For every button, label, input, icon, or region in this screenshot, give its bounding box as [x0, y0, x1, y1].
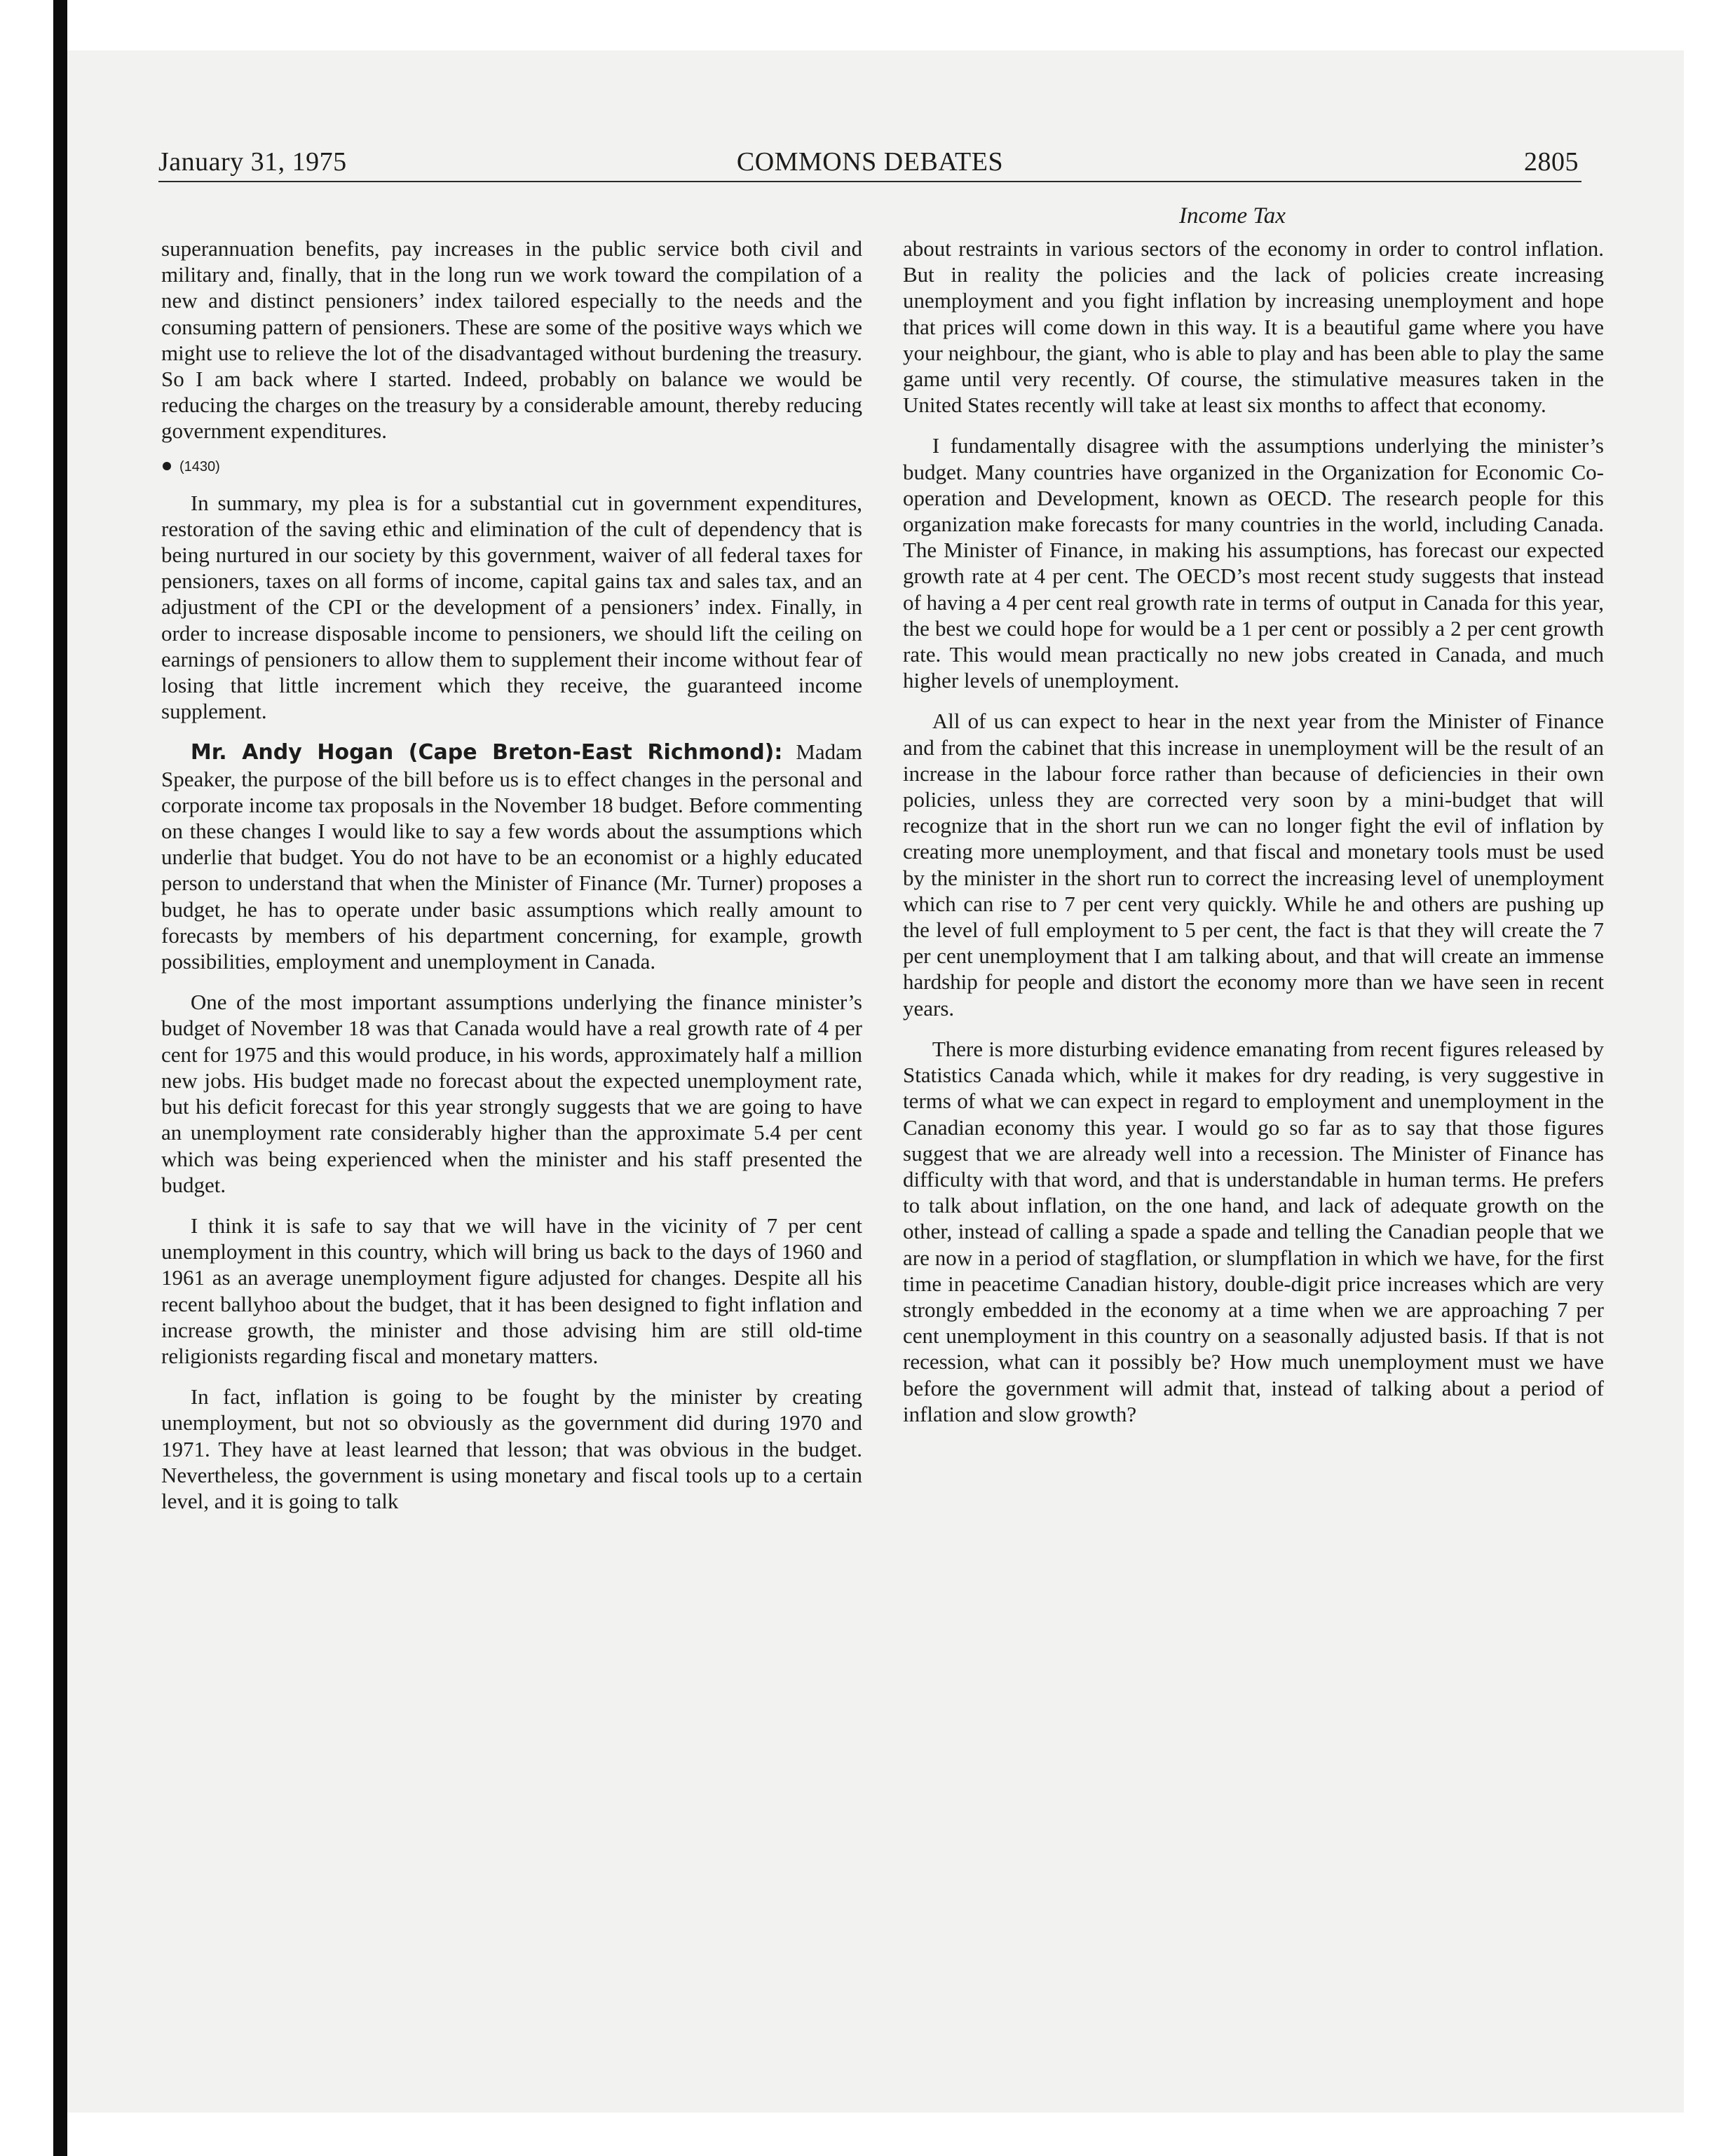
speaker-name: Mr. Andy Hogan (Cape Breton-East Richmond):	[190, 740, 783, 765]
timestamp-marker	[163, 455, 862, 479]
paragraph: All of us can expect to hear in the next year from the Minister of Finance and from the cabinet that this increase in unemployment will be the result of an increase in the labour force rather than because of deficiencies in their own policies, unless they are corrected very soon by a mini-budget that will recognize that in the short run we can no longer fight the evil of inflation by creating more unemployment, and that fiscal and monetary tools must be used by the minister in the short run to correct the increasing level of unemployment which can rise to 7 per cent very quickly. While he and others are pushing up the level of full employment to 5 per cent, the fact is that they will create the 7 per cent unemployment that I am talking about, and that will create an immense hardship for people and distort the economy more than we have seen in recent years.	[903, 709, 1604, 1021]
left-column	[161, 236, 862, 1529]
scan-border	[53, 0, 67, 2156]
page-number: 2805	[1524, 147, 1579, 177]
speaker-paragraph	[161, 739, 862, 974]
right-column	[903, 236, 1604, 1442]
timestamp-text: (1430)	[179, 458, 220, 475]
page-header	[158, 144, 1581, 182]
paragraph: superannuation benefits, pay increases in the public service both civil and military and, finally, that in the long run we work toward the compilation of a new and distinct pensioners’ index tailored especially to the needs and the consuming pattern of pensioners. These are some of the positive ways which we might use to relieve the lot of the disadvantaged without burdening the treasury. So I am back where I started. Indeed, probably on balance we would be reducing the charges on the treasury by a considerable amount, thereby reducing government expenditures.	[161, 236, 862, 444]
paragraph: There is more disturbing evidence emanating from recent figures released by Statistics Canada which, while it makes for dry reading, is very suggestive in terms of what we can expect in regard to employment and unemployment in the Canadian economy this year. I would go so far as to say that those figures suggest that we are already well into a recession. The Minister of Finance has difficulty with that word, and that is understandable in human terms. He prefers to talk about inflation, on the one hand, and lack of adequate growth on the other, instead of calling a spade a spade and telling the Canadian people that we are now in a period of stagflation, or slumpflation in which we have, for the first time in peacetime Canadian history, double-digit price increases which are very strongly embedded in the economy at a time when we are approaching 7 per cent unemployment in this country on a seasonally adjusted basis. If that is not recession, what can it possibly be? How much unemployment must we have before the government will admit that, instead of talking about a period of inflation and slow growth?	[903, 1036, 1604, 1426]
paragraph: In summary, my plea is for a substantial cut in government expenditures, restoration of the saving ethic and elimination of the cult of dependency that is being nurtured in our society by this government, waiver of all federal taxes for pensioners, taxes on all forms of income, capital gains tax and sales tax, and an adjustment of the CPI or the development of a pensioners’ index. Finally, in order to increase disposable income to pensioners, we should lift the ceiling on earnings of pensioners to allow them to supplement their income without fear of losing that little increment which they receive, the guaranteed income supplement.	[161, 490, 862, 724]
header-title: COMMONS DEBATES	[736, 147, 1004, 177]
bullet-icon	[163, 462, 171, 470]
running-head: Income Tax	[1179, 203, 1286, 228]
paragraph: In fact, inflation is going to be fought by the minister by creating unemployment, but not so obviously as the government did during 1970 and 1971. They have at least learned that lesson; that was obvious in the budget. Nevertheless, the government is using monetary and fiscal tools up to a certain level, and it is going to talk	[161, 1384, 862, 1513]
speaker-text: Madam Speaker, the purpose of the bill before us is to effect changes in the personal and corporate income tax proposals in the November 18 budget. Before commenting on these changes I would like to say a few words about the assumptions which underlie that budget. You do not have to be an economist or a highly educated person to understand that when the Minister of Finance (Mr. Turner) proposes a budget, he has to operate under basic assumptions which really amount to forecasts by members of his department concerning, for example, growth possibilities, employment and unemployment in Canada.	[161, 739, 863, 974]
header-date: January 31, 1975	[158, 147, 347, 177]
paragraph: I fundamentally disagree with the assumptions underlying the minister’s budget. Many countries have organized in the Organization for Economic Co-operation and Development, known as OECD. The research people for this organization make forecasts for many countries in the world, including Canada. The Minister of Finance, in making his assumptions, has forecast our expected growth rate at 4 per cent. The OECD’s most recent study suggests that instead of having a 4 per cent real growth rate in terms of output in Canada for this year, the best we could hope for would be a 1 per cent or possibly a 2 per cent growth rate. This would mean practically no new jobs created in Canada, and much higher levels of unemployment.	[903, 433, 1604, 693]
paragraph: One of the most important assumptions underlying the finance minister’s budget of November 18 was that Canada would have a real growth rate of 4 per cent for 1975 and this would produce, in his words, approximately half a million new jobs. His budget made no forecast about the expected unemployment rate, but his deficit forecast for this year strongly suggests that we are going to have an unemployment rate considerably higher than the approximate 5.4 per cent which was being experienced when the minister and his staff presented the budget.	[161, 990, 862, 1197]
paragraph: I think it is safe to say that we will have in the vicinity of 7 per cent unemployment in this country, which will bring us back to the days of 1960 and 1961 as an average unemployment figure adjusted for changes. Despite all his recent ballyhoo about the budget, that it has been designed to fight inflation and increase growth, the minister and those advising him are still old-time religionists regarding fiscal and monetary matters.	[161, 1213, 862, 1368]
paragraph: about restraints in various sectors of the economy in order to control inflation. But in reality the policies and the lack of policies create increasing unemployment and you fight inflation by increasing unemployment and hope that prices will come down in this way. It is a beautiful game where you have your neighbour, the giant, who is able to play and has been able to play the same game until very recently. Of course, the stimulative measures taken in the United States recently will take at least six months to affect that economy.	[903, 236, 1604, 418]
